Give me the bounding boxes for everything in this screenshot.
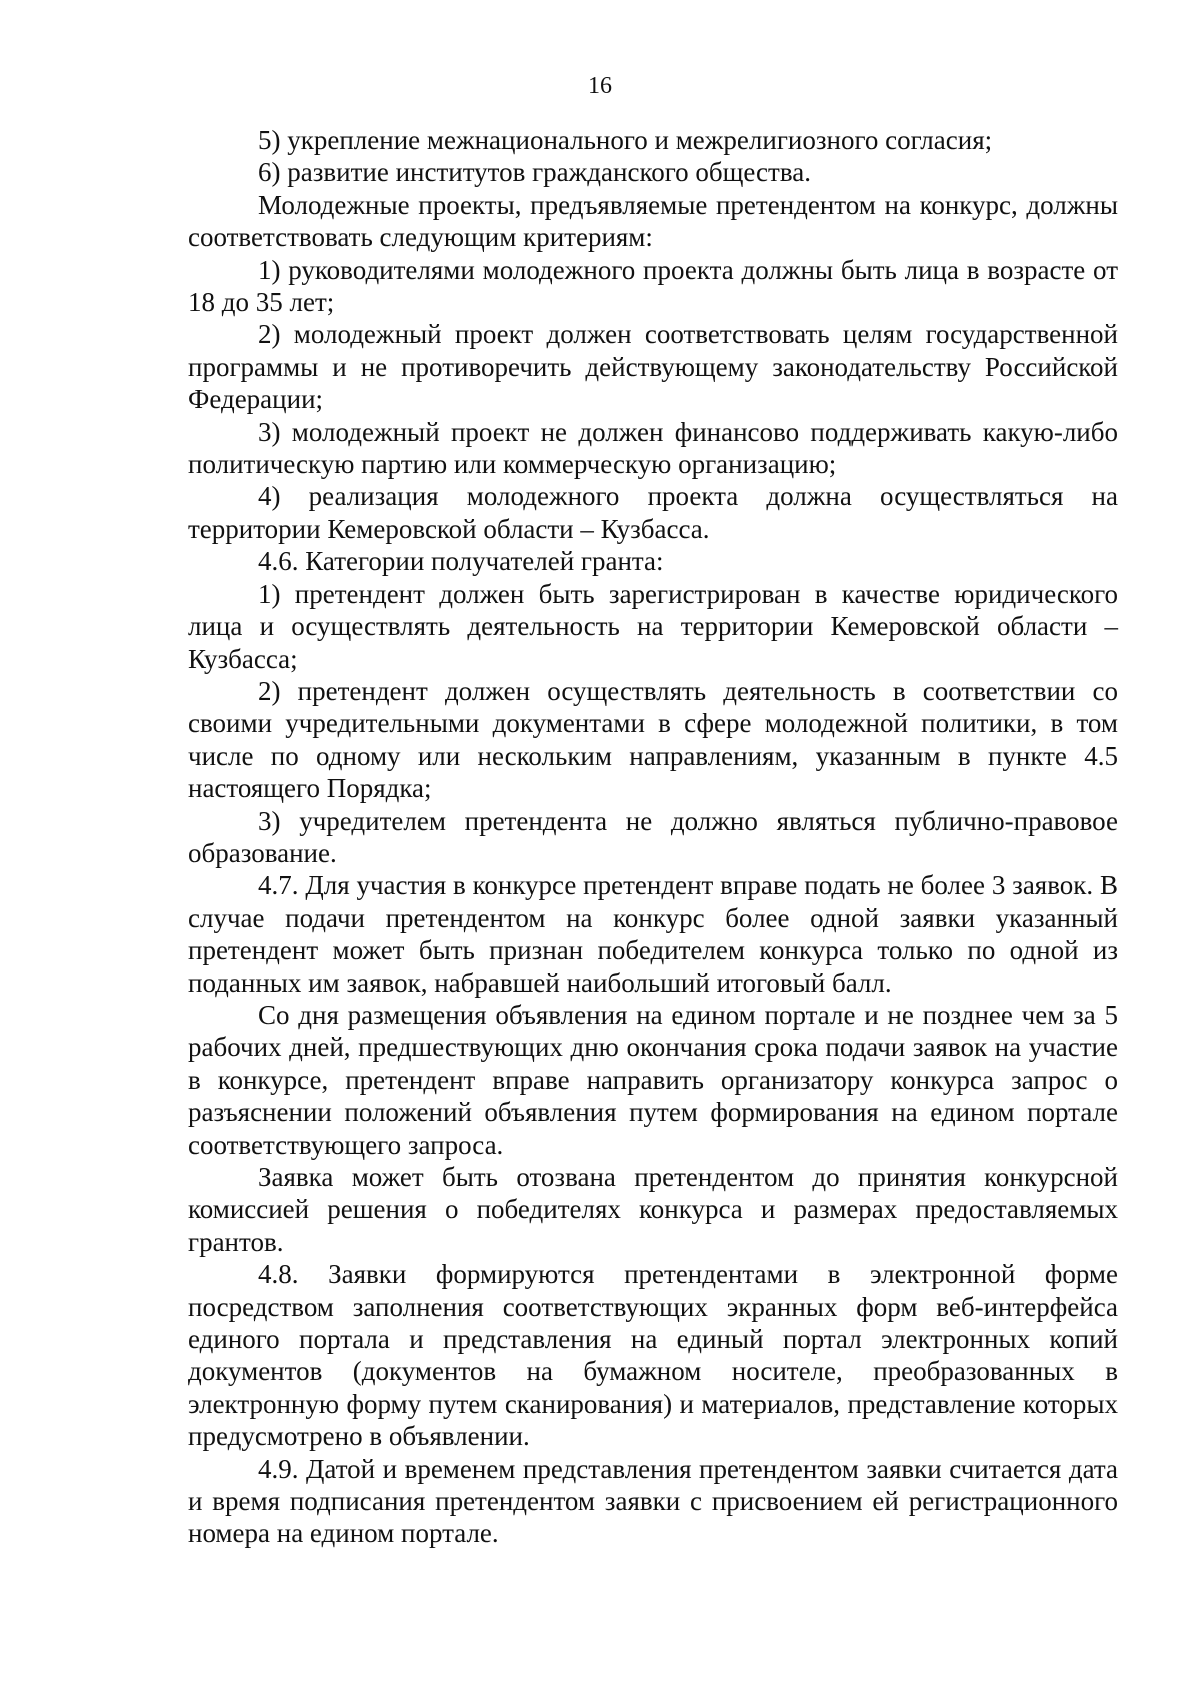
paragraph-clarification-request: Со дня размещения объявления на едином портале и не позднее чем за 5 рабочих дней, предшествующих дню окончания срока подачи заявок на участие в конкурсе, претендент вправе направить организатору конкурса запрос о разъяснении положений объявления путем формирования на едином портале соответствующего запроса. (188, 999, 1118, 1160)
paragraph-item-5: 5) укрепление межнационального и межрелигиозного согласия; (258, 125, 993, 155)
paragraph-application-withdrawal: Заявка может быть отозвана претендентом до принятия конкурсной комиссией решения о победителях конкурса и размерах предоставляемых грантов. (188, 1162, 1118, 1257)
paragraph-item-6: 6) развитие институтов гражданского общества. (258, 157, 811, 188)
page-number: 16 (588, 73, 612, 99)
paragraph-section-4-7: 4.7. Для участия в конкурсе претендент вправе подать не более 3 заявок. В случае подачи претендентом на конкурс более одной заявки указанный претендент может быть признан победителем конкурса только по одной из поданных им заявок, набравшей наибольший итоговый балл. (188, 870, 1118, 998)
document-body (188, 124, 1118, 1550)
paragraph-category-1: 1) претендент должен быть зарегистрирован в качестве юридического лица и осуществлять деятельность на территории Кемеровской области – Кузбасса; (188, 578, 1118, 674)
paragraph-section-4-9: 4.9. Датой и временем представления претендентом заявки считается дата и время подписания претендентом заявки с присвоением ей регистрационного номера на едином портале. (188, 1453, 1118, 1549)
paragraph-criterion-3: 3) молодежный проект не должен финансово поддерживать какую-либо политическую партию или коммерческую организацию; (188, 416, 1118, 480)
paragraph-category-2: 2) претендент должен осуществлять деятельность в соответствии со своими учредительными документами в сфере молодежной политики, в том числе по одному или нескольким направлениям, указанным в пункте 4.5 настоящего Порядка; (188, 675, 1118, 804)
paragraph-category-3: 3) учредителем претендента не должно являться публично-правовое образование. (188, 805, 1118, 868)
paragraph-section-4-8: 4.8. Заявки формируются претендентами в электронной форме посредством заполнения соответствующих экранных форм веб-интерфейса единого портала и представления на единый портал электронных копий документов (документов на бумажном носителе, преобразованных в электронную форму путем сканирования) и материалов, представление которых предусмотрено в объявлении. (188, 1259, 1118, 1452)
paragraph-criterion-1: 1) руководителями молодежного проекта должны быть лица в возрасте от 18 до 35 лет; (188, 254, 1118, 318)
paragraph-criterion-4: 4) реализация молодежного проекта должна осуществляться на территории Кемеровской области – Кузбасса. (188, 481, 1118, 544)
paragraph-criterion-2: 2) молодежный проект должен соответствовать целям государственной программы и не противоречить действующему законодательству Российской Федерации; (188, 319, 1118, 415)
paragraph-project-criteria-intro: Молодежные проекты, предъявляемые претендентом на конкурс, должны соответствовать следующим критериям: (188, 189, 1118, 253)
paragraph-section-4-6: 4.6. Категории получателей гранта: (258, 546, 664, 577)
